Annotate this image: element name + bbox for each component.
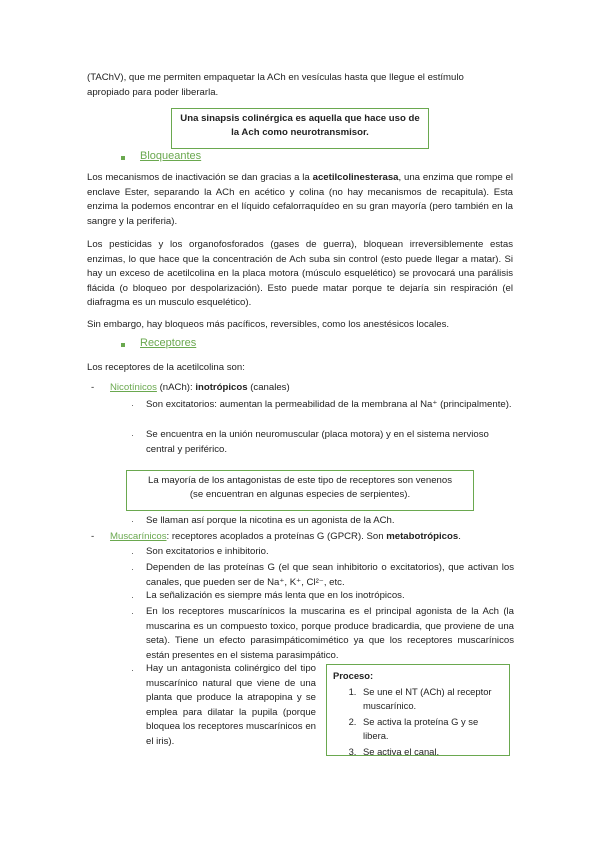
muscarinicos-bullet-5: Hay un antagonista colinérgico del tipo muscarínico natural que viene de una planta que produce la atrapopina y se emplea para dilatar la pupila (porque bloquea los receptores muscarínicos en el iris). <box>146 663 316 747</box>
muscarinicos-bullet-1: Son excitatorios e inhibitorio. <box>146 546 269 557</box>
nicotinicos-bullet-2: Se encuentra en la unión neuromuscular (placa motora) y en el sistema nervioso central y periférico. <box>146 429 489 455</box>
section-heading-receptores: Receptores <box>140 337 197 349</box>
dot-bullet: · <box>131 564 134 574</box>
muscarinicos-bullet-2: Dependen de las proteínas G (el que sean inhibitorio o excitatorios), que activan los canales, que pueden ser de Na⁺, K⁺, Cl²⁻, etc. <box>146 562 514 588</box>
proceso-step: 1. Se une el NT (ACh) al receptor muscarínico. <box>359 685 503 713</box>
p1-text-c: , una enzima que rompe el enclave Ester, separando la ACh en acético y colina (no hay mecanismos de recapitula). Esta enzima la podemos encontrar en el líquido cefalorraquídeo en su gran mayoría (pero también en la sangre y la periferia). <box>87 172 514 227</box>
proceso-step: 2. Se activa la proteína G y se libera. <box>359 715 503 743</box>
proceso-title: Proceso: <box>333 670 374 681</box>
proceso-box <box>326 664 510 756</box>
definition-line-1: Una sinapsis colinérgica es aquella que hace uso de <box>180 113 420 124</box>
nicotinicos-title-line <box>110 381 510 396</box>
bloqueantes-paragraph-3: Sin embargo, hay bloqueos más pacíficos, reversibles, como los anestésicos locales. <box>87 319 450 330</box>
dot-bullet: · <box>131 400 134 410</box>
intro-line-2: apropiado para poder liberarla. <box>87 86 219 98</box>
nicotinicos-title: Nicotínicos <box>110 382 157 393</box>
metabotropicos-term: metabotrópicos <box>386 531 459 542</box>
receptores-intro: Los receptores de la acetilcolina son: <box>87 362 245 373</box>
dot-bullet: · <box>131 608 134 618</box>
venom-line-1: La mayoría de los antagonistas de este tipo de receptores son venenos <box>148 475 452 486</box>
nicotinicos-tail: (canales) <box>247 382 290 393</box>
bullet-square-icon <box>121 343 125 347</box>
intro-text <box>87 71 513 100</box>
intro-line-1: (TAChV), que me permiten empaquetar la ACh en vesículas hasta que llegue el estímulo <box>87 72 464 83</box>
muscarinicos-bullet-3: La señalización es siempre más lenta que en los inotrópicos. <box>146 590 405 601</box>
definition-line-2: la Ach como neurotransmisor. <box>231 127 369 138</box>
nicotinicos-bullet-1: Son excitatorios: aumentan la permeabilidad de la membrana al Na⁺ (principalmente). <box>146 399 512 410</box>
nicotinicos-bullet-3: Se llaman así porque la nicotina es un agonista de la ACh. <box>146 515 395 526</box>
venom-line-2: (se encuentran en algunas especies de serpientes). <box>189 489 411 500</box>
muscarinicos-bullet-4: En los receptores muscarínicos la muscarina es el principal agonista de la Ach (la muscarina es un compuesto toxico, porque produce bradicardia, que proviene de una seta). Tiene un efecto parasimpáticomimético ya que los receptores muscarínicos están presentes en el sistema parasimpático. <box>146 606 514 661</box>
muscarinicos-mid: : receptores acoplados a proteínas G (GPCR). Son <box>166 531 387 542</box>
section-heading-bloqueantes: Bloqueantes <box>140 150 202 162</box>
dash-bullet: - <box>91 531 95 542</box>
dot-bullet: · <box>131 548 134 558</box>
dot-bullet: · <box>131 665 134 675</box>
inotropicos-term: inotrópicos <box>195 382 248 393</box>
dot-bullet: · <box>131 592 134 602</box>
dot-bullet: · <box>131 430 134 440</box>
bullet-square-icon <box>121 156 125 160</box>
muscarinicos-title: Muscarínicos <box>110 531 167 542</box>
proceso-steps <box>333 685 503 759</box>
acetilcolinesterasa-term: acetilcolinesterasa <box>312 172 399 183</box>
bloqueantes-paragraph-1 <box>87 171 513 229</box>
venom-note-box <box>126 470 474 511</box>
muscarinicos-tail: . <box>458 531 461 542</box>
proceso-step: 3. Se activa el canal. <box>359 745 503 759</box>
muscarinicos-title-line <box>110 530 520 545</box>
nicotinicos-mid: (nACh): <box>156 382 196 393</box>
dash-bullet: - <box>91 382 95 393</box>
dot-bullet: · <box>131 516 134 526</box>
bloqueantes-paragraph-2: Los pesticidas y los organofosforados (gases de guerra), bloquean irreversiblemente estas enzimas, lo que hace que la concentración de Ach suba sin control (esto puede llegar a matar). Si hay un exceso de acetilcolina en la placa motora (músculo esquelético) se provocará una parálisis flácida (o bloqueo por despolarización). Esto puede matar porque te dejaría sin respiración (el diafragma es un musculo esquelético). <box>87 239 513 308</box>
p1-text-a: Los mecanismos de inactivación se dan gracias a la <box>87 172 313 183</box>
definition-box <box>171 108 429 149</box>
